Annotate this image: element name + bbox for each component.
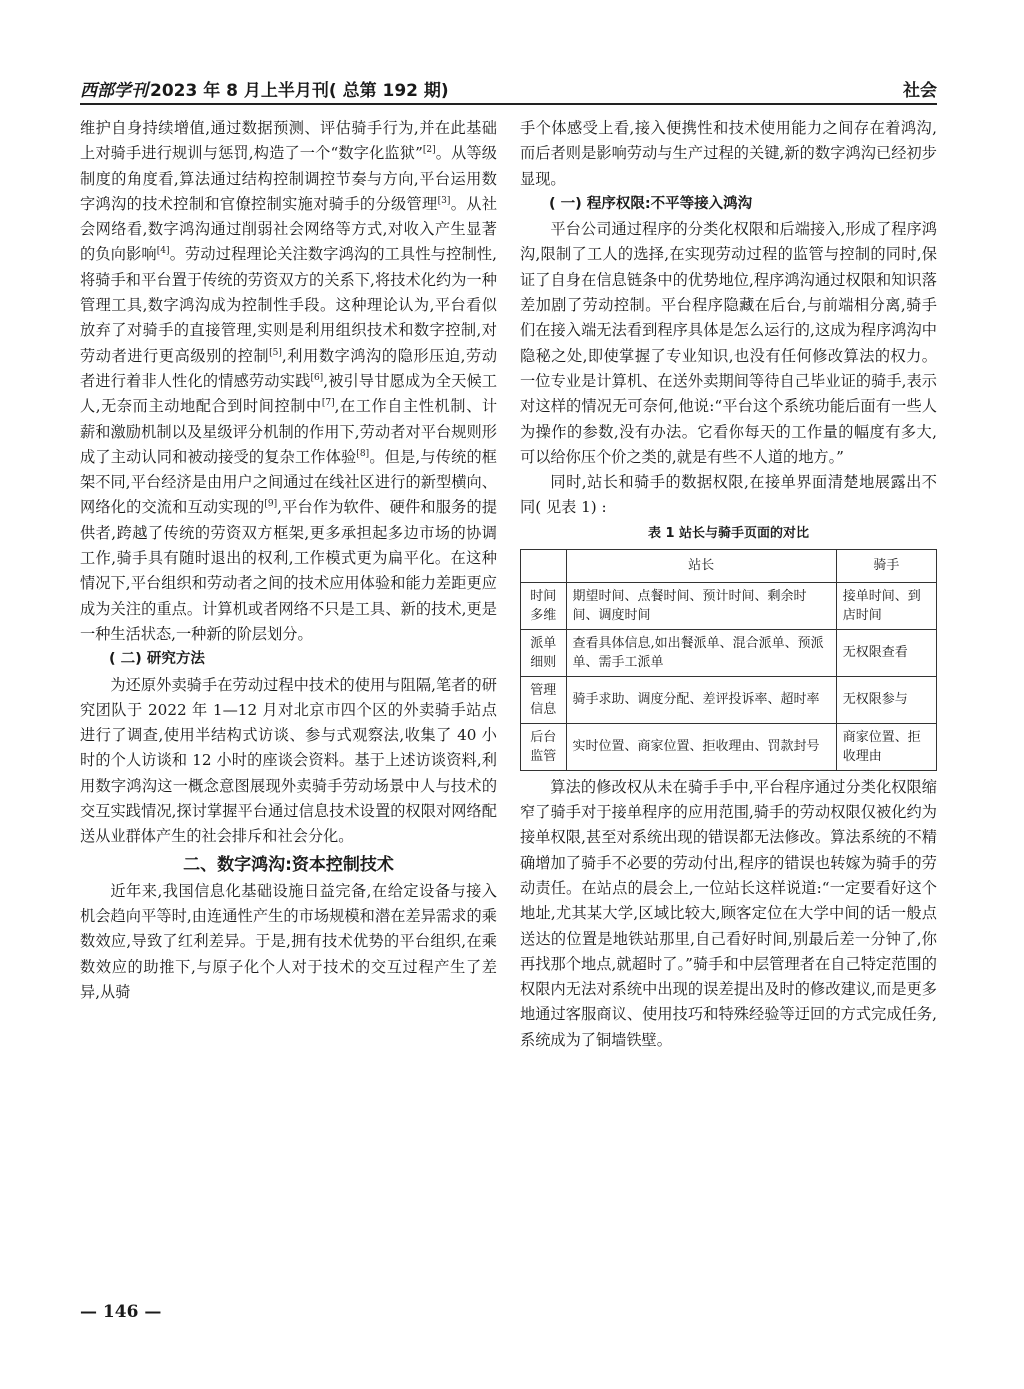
table-cell: 查看具体信息,如出餐派单、混合派单、预派单、需手工派单 bbox=[566, 629, 836, 676]
table-row-label: 管理信息 bbox=[521, 676, 567, 723]
citation: [9] bbox=[264, 499, 278, 510]
table-header-cell bbox=[521, 549, 567, 582]
subsection-heading: ( 二) 研究方法 bbox=[109, 651, 205, 668]
table-row-label: 时间多维 bbox=[521, 582, 567, 629]
paragraph: 算法的修改权从未在骑手手中,平台程序通过分类化权限缩窄了骑手对于接单程序的应用范围,骑手的劳动权限仅被化约为接单权限,甚至对系统出现的错误都无法修改。算法系统的不精确增加了骑手不必要的劳动付出,程序的错误也转嫁为骑手的劳动责任。在站点的晨会上,一位站长这样说道:“一定要看好这个地址,尤其某大学,区域比较大,顾客定位在大学中间的话一般点送达的位置是地铁站那里,自己看好时间,别最后差一分钟了,你再找那个地点,就超时了。”骑手和中层管理者在自己特定范围的权限内无法对系统中出现的误差提出及时的修改建议,而是更多地通过客服商议、使用技巧和特殊经验等迂回的方式完成任务,系统成为了铜墙铁壁。 bbox=[520, 777, 937, 1049]
table-cell: 骑手求助、调度分配、差评投诉率、超时率 bbox=[566, 676, 836, 723]
table-row bbox=[521, 723, 937, 770]
table-header-cell: 站长 bbox=[566, 549, 836, 582]
table-cell: 商家位置、拒收理由 bbox=[836, 723, 936, 770]
subsection-heading: ( 一) 程序权限:不平等接入鸿沟 bbox=[549, 195, 753, 212]
citation: [5] bbox=[269, 347, 282, 358]
comparison-table bbox=[520, 549, 937, 771]
table-cell: 期望时间、点餐时间、预计时间、剩余时间、调度时间 bbox=[566, 582, 836, 629]
citation: [3] bbox=[437, 195, 451, 206]
table-header-row bbox=[521, 549, 937, 582]
paragraph: 平台公司通过程序的分类化权限和后端接入,形成了程序鸿沟,限制了工人的选择,在实现劳动过程的监管与控制的同时,保证了自身在信息链条中的优势地位,程序鸿沟通过权限和知识落差加剧了劳动控制。平台程序隐藏在后台,与前端相分离,骑手们在接入端无法看到程序具体是怎么运行的,这成为程序鸿沟中隐秘之处,即使掌握了专业知识,也没有任何修改算法的权力。一位专业是计算机、在送外卖期间等待自己毕业证的骑手,表示对这样的情况无可奈何,他说:“平台这个系统功能后面有一些人为操作的参数,没有办法。它看你每天的工作量的幅度有多大,可以给你压个价之类的,就是有些不人道的地方。” bbox=[520, 220, 937, 466]
section-heading: 二、数字鸿沟:资本控制技术 bbox=[183, 854, 394, 875]
table-row bbox=[521, 629, 937, 676]
right-column bbox=[520, 116, 937, 1053]
table-row-label: 派单细则 bbox=[521, 629, 567, 676]
left-column bbox=[80, 116, 497, 1005]
citation: [7] bbox=[321, 398, 335, 409]
table-caption: 表 1 站长与骑手页面的对比 bbox=[647, 525, 810, 541]
citation: [8] bbox=[356, 448, 370, 459]
table-header-cell: 骑手 bbox=[836, 549, 936, 582]
citation: [4] bbox=[156, 246, 170, 257]
running-header bbox=[80, 74, 937, 102]
table-cell: 实时位置、商家位置、拒收理由、罚款封号 bbox=[566, 723, 836, 770]
table-cell: 接单时间、到店时间 bbox=[836, 582, 936, 629]
section-label: 社会 bbox=[903, 81, 937, 101]
paragraph: 近年来,我国信息化基础设施日益完备,在给定设备与接入机会趋向平等时,由连通性产生的市场规模和潜在差异需求的乘数效应,导致了红利差异。于是,拥有技术优势的平台组织,在乘数效应的助推下,与原子化个人对于技术的交互过程产生了差异,从骑 bbox=[80, 881, 497, 1001]
paragraph: 同时,站长和骑手的数据权限,在接单界面清楚地展露出不同( 见表 1) : bbox=[520, 473, 937, 517]
citation: [6] bbox=[310, 372, 324, 383]
table-cell: 无权限查看 bbox=[836, 629, 936, 676]
table-row bbox=[521, 582, 937, 629]
paragraph: 维护自身持续增值,通过数据预测、评估骑手行为,并在此基础上对骑手进行规训与惩罚,构造了一个“数字化监狱”[2]。从等级制度的角度看,算法通过结构控制调控节奏与方向,平台运用数字鸿沟的技术控制和官僚控制实施对骑手的分级管理[3]。从社会网络看,数字鸿沟通过削弱社会网络等方式,对收入产生显著的负向影响[4]。劳动过程理论关注数字鸿沟的工具性与控制性,将骑手和平台置于传统的劳资双方的关系下,将技术化约为一种管理工具,数字鸿沟成为控制性手段。这种理论认为,平台看似放弃了对骑手的直接管理,实则是利用组织技术和数字控制,对劳动者进行更高级别的控制[5],利用数字鸿沟的隐形压迫,劳动者进行着非人性化的情感劳动实践[6],被引导甘愿成为全天候工人,无奈而主动地配合到时间控制中[7],在工作自主性机制、计薪和激励机制以及星级评分机制的作用下,劳动者对平台规则形成了主动认同和被动接受的复杂工作体验[8]。但是,与传统的框架不同,平台经济是由用户之间通过在线社区进行的新型横向、网络化的交流和互动实现的[9],平台作为软件、硬件和服务的提供者,跨越了传统的劳资双方框架,更多承担起多边市场的协调工作,骑手具有随时退出的权利,工作模式更为扁平化。在这种情况下,平台组织和劳动者之间的技术应用体验和能力差距更应成为关注的重点。计算机或者网络不只是工具、新的技术,更是一种生活状态,一种新的阶层划分。 bbox=[80, 119, 498, 643]
table-row bbox=[521, 676, 937, 723]
paragraph: 手个体感受上看,接入便携性和技术使用能力之间存在着鸿沟,而后者则是影响劳动与生产过程的关键,新的数字鸿沟已经初步显现。 bbox=[520, 119, 937, 188]
journal-name: 西部学刊 bbox=[80, 81, 148, 101]
table-cell: 无权限参与 bbox=[836, 676, 936, 723]
table-row-label: 后台监管 bbox=[521, 723, 567, 770]
page-number: — 146 — bbox=[80, 1302, 162, 1322]
paragraph: 为还原外卖骑手在劳动过程中技术的使用与阻隔,笔者的研究团队于 2022 年 1—12 月对北京市四个区的外卖骑手站点进行了调查,使用半结构式访谈、参与式观察法,收集了 40 小时的个人访谈和 12 小时的座谈会资料。基于上述访谈资料,利用数字鸿沟这一概念意图展现外卖骑手劳动场景中人与技术的交互实践情况,探讨掌握平台通过信息技术设置的权限对网络配送从业群体产生的社会排斥和社会分化。 bbox=[80, 675, 497, 846]
issue-info: 2023 年 8 月上半月刊( 总第 192 期) bbox=[150, 81, 449, 101]
header-divider bbox=[80, 103, 937, 105]
journal-header bbox=[80, 76, 449, 101]
citation: [2] bbox=[422, 145, 436, 156]
